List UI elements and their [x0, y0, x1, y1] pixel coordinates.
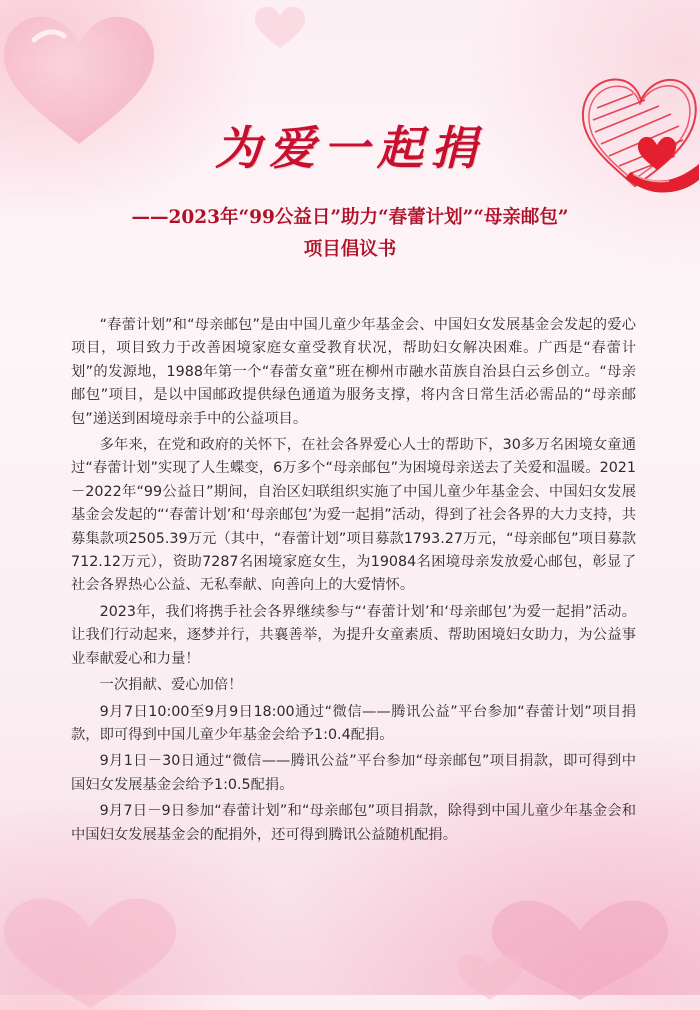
- paragraph: 9月7日10:00至9月9日18:00通过“微信——腾讯公益”平台参加“春蕾计划”项目捐款，即可得到中国儿童少年基金会给予1:0.4配捐。: [71, 703, 636, 743]
- pink-hearts-decoration: [0, 880, 200, 1010]
- paragraph: 9月7日－9日参加“春蕾计划”和“母亲邮包”项目捐款，除得到中国儿童少年基金会和中国妇女发展基金会的配捐外，还可得到腾讯公益随机配捐。: [71, 803, 636, 843]
- small-heart-icon: [250, 2, 310, 52]
- subtitle-line-2: 项目倡议书: [303, 239, 397, 260]
- subtitle-line-1: ——2023年“99公益日”助力“春蕾计划”“母亲邮包”: [131, 207, 569, 228]
- subtitle: [0, 202, 700, 266]
- paragraph: 一次捐献、爱心加倍！: [99, 677, 243, 694]
- paragraph: 2023年，我们将携手社会各界继续参与“‘春蕾计划’和‘母亲邮包’为爱一起捐”活动。让我们行动起来，逐梦并行，共襄善举，为提升女童素质、帮助困境妇女助力，为公益事业奉献爱心和力量！: [71, 603, 636, 667]
- paragraph: “春蕾计划”和“母亲邮包”是由中国儿童少年基金会、中国妇女发展基金会发起的爱心项目，项目致力于改善困境家庭女童受教育状况，帮助妇女解决困难。广西是“春蕾计划”的发源地，1988年第一个“春蕾女童”班在柳州市融水苗族自治县白云乡创立。“母亲邮包”项目，是以中国邮政提供绿色通道为服务支撑，将内含日常生活必需品的“母亲邮包”递送到困境母亲手中的公益项目。: [71, 317, 636, 427]
- paragraph: 多年来，在党和政府的关怀下，在社会各界爱心人士的帮助下，30多万名困境女童通过“春蕾计划”实现了人生蝶变，6万多个“母亲邮包”为困境母亲送去了关爱和温暖。2021－2022年“99公益日”期间，自治区妇联组织实施了中国儿童少年基金会、中国妇女发展基金会发起的“‘春蕾计划’和‘母亲邮包’为爱一起捐”活动，得到了社会各界的大力支持，共募集款项2505.39万元（其中，“春蕾计划”项目募款1793.27万元，“母亲邮包”项目募款712.12万元），资助7287名困境家庭女生，为19084名困境母亲发放爱心邮包，彰显了社会各界热心公益、无私奉献、向善向上的大爱情怀。: [71, 437, 636, 594]
- document-body: [71, 314, 636, 847]
- pink-hearts-decoration-right: [430, 880, 700, 1000]
- page-title: 为爱一起捐: [215, 121, 485, 175]
- paragraph: 9月1日－30日通过“微信——腾讯公益”平台参加“母亲邮包”项目捐款，即可得到中国妇女发展基金会给予1:0.5配捐。: [71, 753, 636, 793]
